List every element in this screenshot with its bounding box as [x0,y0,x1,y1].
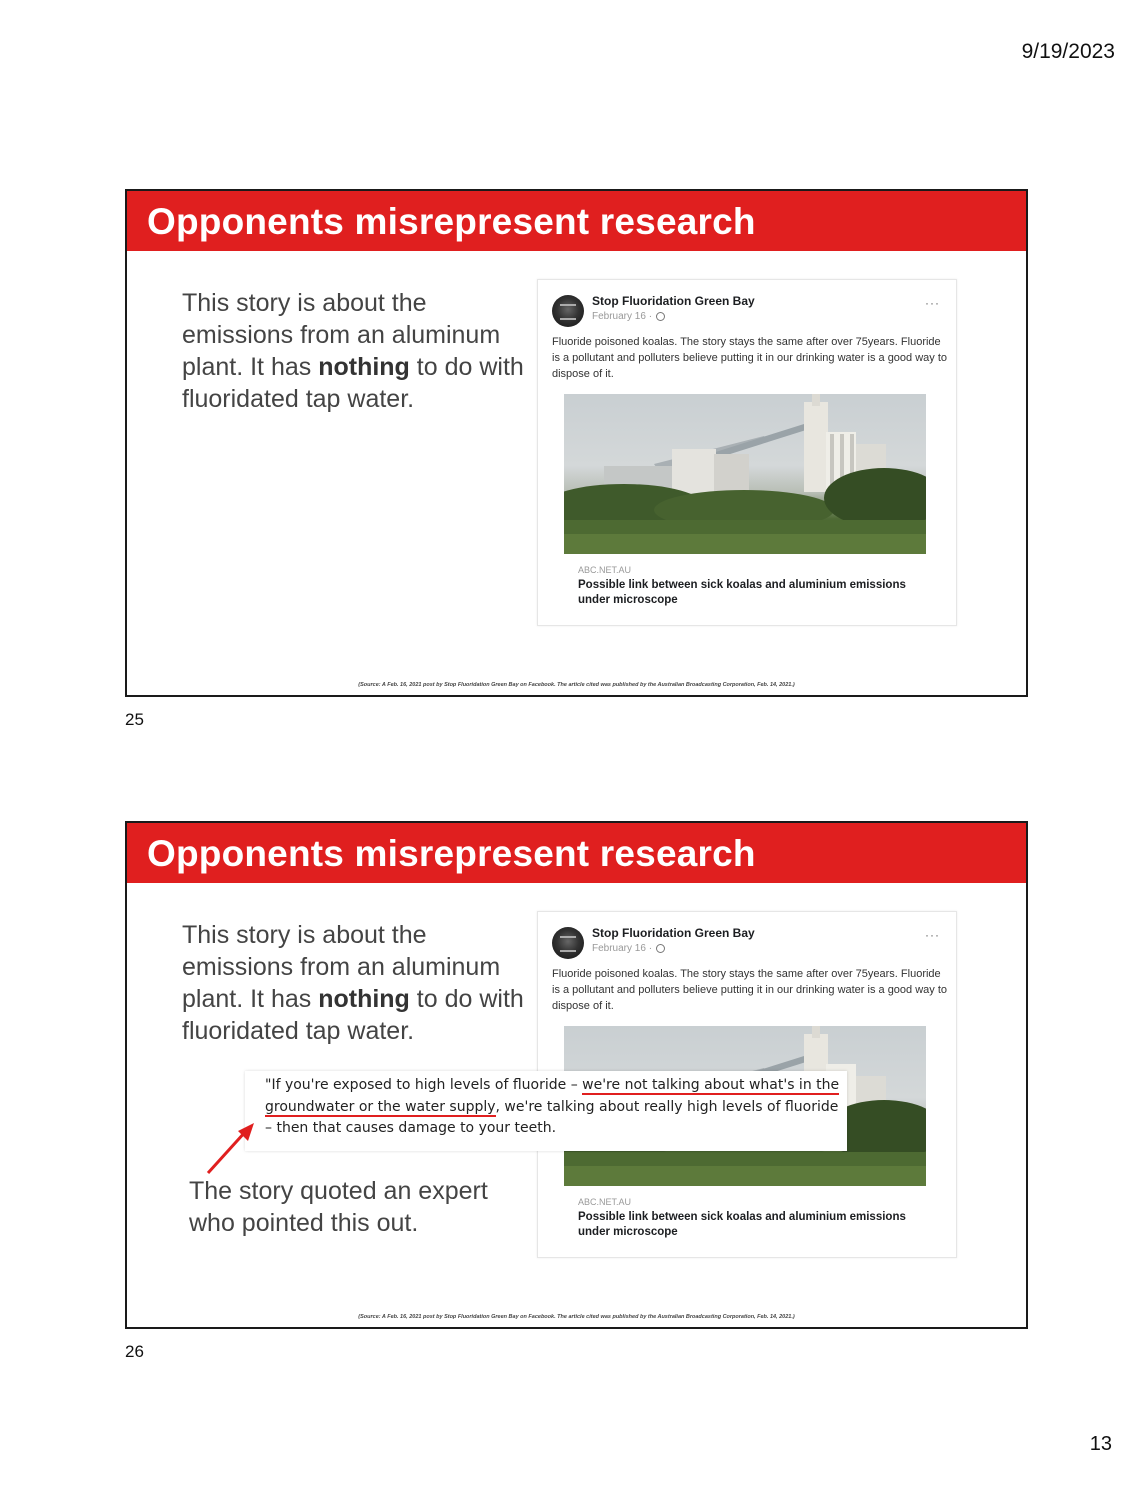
slide-header [127,823,1026,883]
page-avatar [552,295,584,327]
more-options-icon[interactable]: ··· [925,928,940,942]
quote-text-part: , we're talking about really high levels of fluoride – then that causes damage to your teeth. [265,1098,839,1136]
slide-body-text [182,919,527,1047]
globe-icon [656,944,665,953]
body-text-part: to do with fluoridated tap water. [182,985,524,1045]
more-options-icon[interactable]: ··· [925,296,940,310]
quote-text-part: "If you're exposed to high levels of fluoride – [265,1077,583,1093]
post-date-text: February 16 · [592,311,653,322]
globe-icon [656,312,665,321]
body-text-emphasis: nothing [318,353,410,381]
slide-source-footer: (Source: A Feb. 16, 2021 post by Stop Fluoridation Green Bay on Facebook. The article cited was published by the Australian Broadcasting Corporation, Feb. 14, 2021.) [358,1314,795,1320]
link-source: ABC.NET.AU [578,565,632,575]
slide-source-footer: (Source: A Feb. 16, 2021 post by Stop Fluoridation Green Bay on Facebook. The article cited was published by the Australian Broadcasting Corporation, Feb. 14, 2021.) [358,682,795,688]
post-text: Fluoride poisoned koalas. The story stays the same after over 75years. Fluoride is a pollutant and polluters believe putting it in our drinking water is a good way to dispose of it. [552,336,948,380]
slide-number: 26 [125,1342,144,1361]
post-author[interactable]: Stop Fluoridation Green Bay [592,926,755,940]
slide-header [127,191,1026,251]
plant-illustration [564,394,926,554]
link-source: ABC.NET.AU [578,1197,632,1207]
red-arrow-icon [202,1119,262,1179]
slide-26 [125,821,1028,1329]
expert-quote-box [245,1071,847,1151]
page-avatar [552,927,584,959]
link-title[interactable]: Possible link between sick koalas and aluminium emissions under microscope [578,579,906,606]
body-text-part: This story is about the emissions from an aluminum plant. It has [182,921,501,1013]
page-date: 9/19/2023 [1021,40,1115,63]
body-text-part: to do with fluoridated tap water. [182,353,524,413]
slide-25 [125,189,1028,697]
slide-title: Opponents misrepresent research [147,833,756,874]
post-date [592,311,665,322]
body-text-part: This story is about the emissions from an aluminum plant. It has [182,289,501,381]
slide-body-text [182,287,527,415]
slide-title: Opponents misrepresent research [147,201,756,242]
expert-quote [265,1075,843,1140]
aluminium-plant-photo[interactable] [564,394,926,554]
slide-number: 25 [125,710,144,729]
link-title[interactable]: Possible link between sick koalas and aluminium emissions under microscope [578,1211,906,1238]
expert-note-text: The story quoted an expert who pointed this out. [189,1177,488,1237]
body-text-emphasis: nothing [318,985,410,1013]
post-text: Fluoride poisoned koalas. The story stays the same after over 75years. Fluoride is a pollutant and polluters believe putting it in our drinking water is a good way to dispose of it. [552,968,948,1012]
post-author[interactable]: Stop Fluoridation Green Bay [592,294,755,308]
page-number: 13 [1089,1433,1112,1455]
post-date-text: February 16 · [592,943,653,954]
post-date [592,943,665,954]
facebook-post [537,279,957,626]
quote-underlined-text: we're not talking about what's in the groundwater or the water supply [265,1077,840,1115]
